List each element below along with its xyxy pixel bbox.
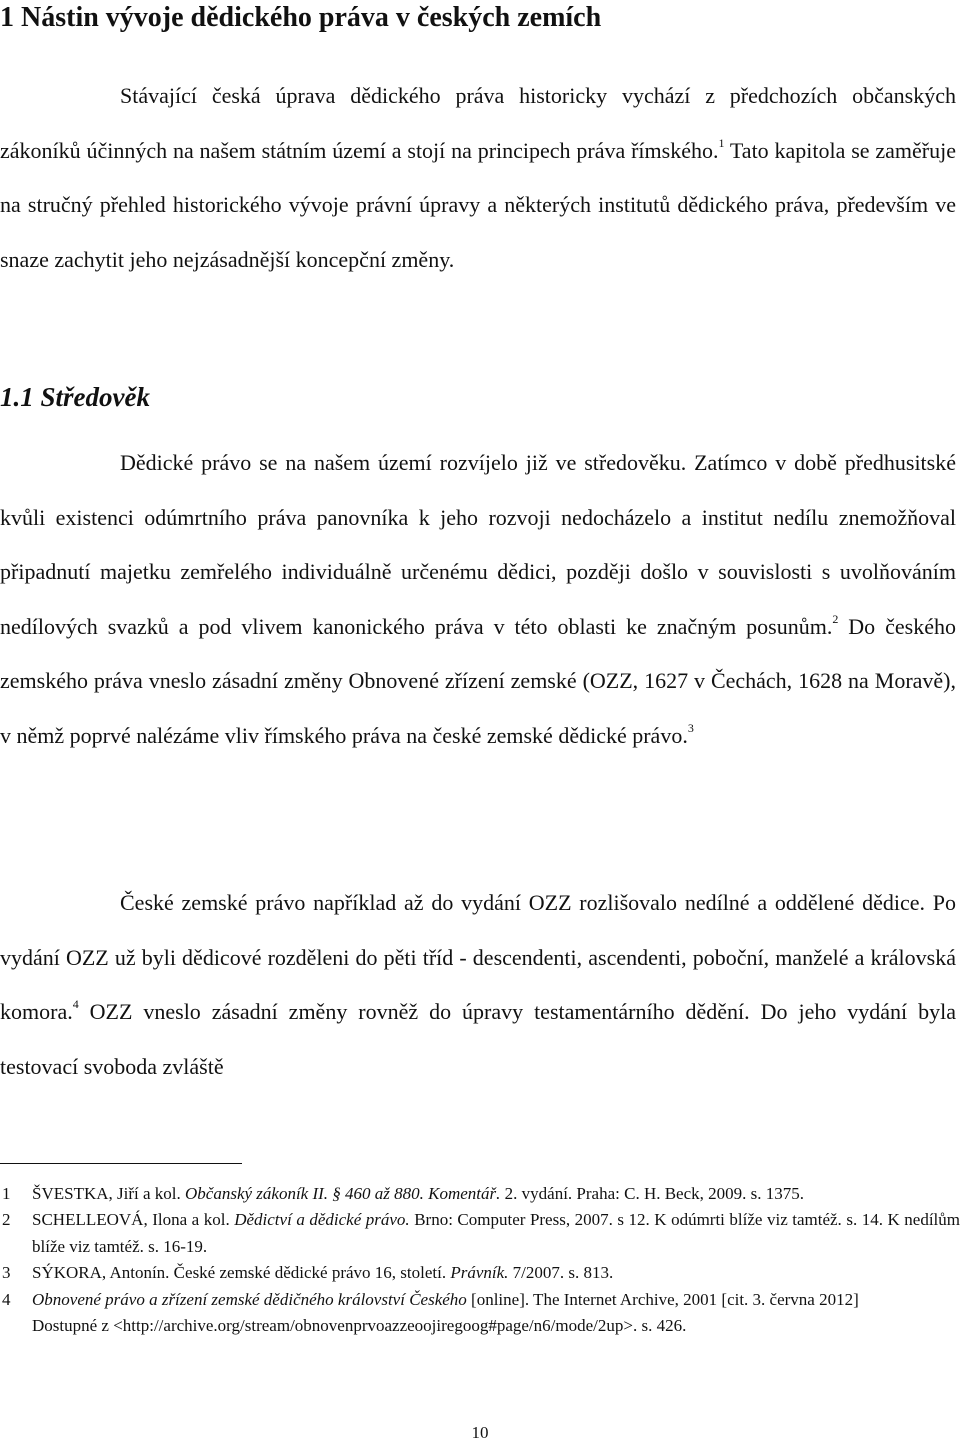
footnote-1 [0, 1181, 960, 1207]
footnotes [0, 1181, 960, 1339]
footnote-text: ŠVESTKA, Jiří a kol. [32, 1184, 185, 1203]
footnote-number: 2 [2, 1210, 11, 1230]
chapter-heading: 1 Nástin vývoje dědického práva v českých zemích [0, 2, 602, 33]
footnote-number: 4 [2, 1289, 11, 1309]
paragraph-text: Do českého zemského práva vneslo zásadní změny Obnovené zřízení zemské (OZZ, 1627 v Čechách, 1628 na Moravě), v němž poprvé nalézáme vliv římského práva na české zemské dědické právo. [0, 613, 956, 748]
paragraph-intro [0, 69, 956, 287]
footnote-text: SÝKORA, Antonín. České zemské dědické právo 16, století. [32, 1263, 451, 1283]
footnote-ref-3[interactable]: 3 [687, 720, 694, 735]
footnote-ref-2[interactable]: 2 [832, 611, 839, 626]
footnote-number: 3 [2, 1263, 11, 1283]
page-number: 10 [471, 1423, 489, 1442]
footnote-ref-1[interactable]: 1 [718, 135, 725, 150]
footnote-text: [online]. The Internet Archive, 2001 [cit. 3. června 2012] [466, 1289, 859, 1309]
footnote-text: SCHELLEOVÁ, Ilona a kol. [32, 1210, 235, 1230]
footnote-text: Brno: Computer Press, 2007. s 12. K odúmrti blíže viz tamtéž. s. 14. K nedílům blíže viz tamtéž. s. 16-19. [32, 1210, 960, 1256]
footnote-title: Obnovené právo a zřízení zemské dědičného království Českého [32, 1289, 467, 1309]
section-heading: 1.1 Středověk [0, 382, 150, 412]
paragraph-text: OZZ vneslo zásadní změny rovněž do úpravy testamentárního dědění. Do jeho vydání byla testovací svoboda zvláště [0, 999, 956, 1079]
paragraph-ozz [0, 876, 956, 1094]
footnote-4 [0, 1287, 960, 1340]
paragraph-text: České zemské právo například až do vydání OZZ rozlišovalo nedílné a oddělené dědice. Po vydání OZZ už byli dědicové rozděleni do pěti tříd - descendenti, ascendenti, poboční, manželé a královská komora. [0, 890, 956, 1024]
footnote-2 [0, 1207, 960, 1260]
footnote-ref-4[interactable]: 4 [72, 997, 79, 1011]
footnote-number: 1 [2, 1184, 11, 1203]
footnote-separator [0, 1163, 242, 1164]
footnote-text: 7/2007. s. 813. [508, 1263, 614, 1283]
footnote-3 [0, 1260, 960, 1286]
footnote-title: Právník. [450, 1263, 509, 1283]
footnote-title: Občanský zákoník II. § 460 až 880. Komentář. [185, 1184, 501, 1203]
footnote-title: Dědictví a dědické právo. [234, 1210, 410, 1230]
paragraph-middle-ages [0, 436, 956, 763]
paragraph-text: Tato kapitola se zaměřuje na stručný přehled historického vývoje právní úpravy a některých institutů dědického práva, především ve snaze zachytit jeho nejzásadnější koncepční změny. [0, 137, 956, 272]
paragraph-text: Stávající česká úprava dědického práva historicky vychází z předchozích občanských zákoníků účinných na našem státním území a stojí na principech práva římského. [0, 83, 956, 163]
footnote-link[interactable]: Dostupné z <http://archive.org/stream/obnovenprvoazzeoojiregoog#page/n6/mode/2up>. s. 426. [32, 1316, 687, 1336]
paragraph-text: Dědické právo se na našem území rozvíjelo již ve středověku. Zatímco v době předhusitské kvůli existenci odúmrtního práva panovníka k jeho rozvoji nedocházelo a institut nedílu znemožňoval připadnutí majetku zemřelého individuálně určenému dědici, později došlo v souvislosti s uvolňováním nedílových svazků a pod vlivem kanonického práva v této oblasti ke značným posunům. [0, 450, 956, 639]
footnote-text: 2. vydání. Praha: C. H. Beck, 2009. s. 1375. [500, 1184, 805, 1203]
